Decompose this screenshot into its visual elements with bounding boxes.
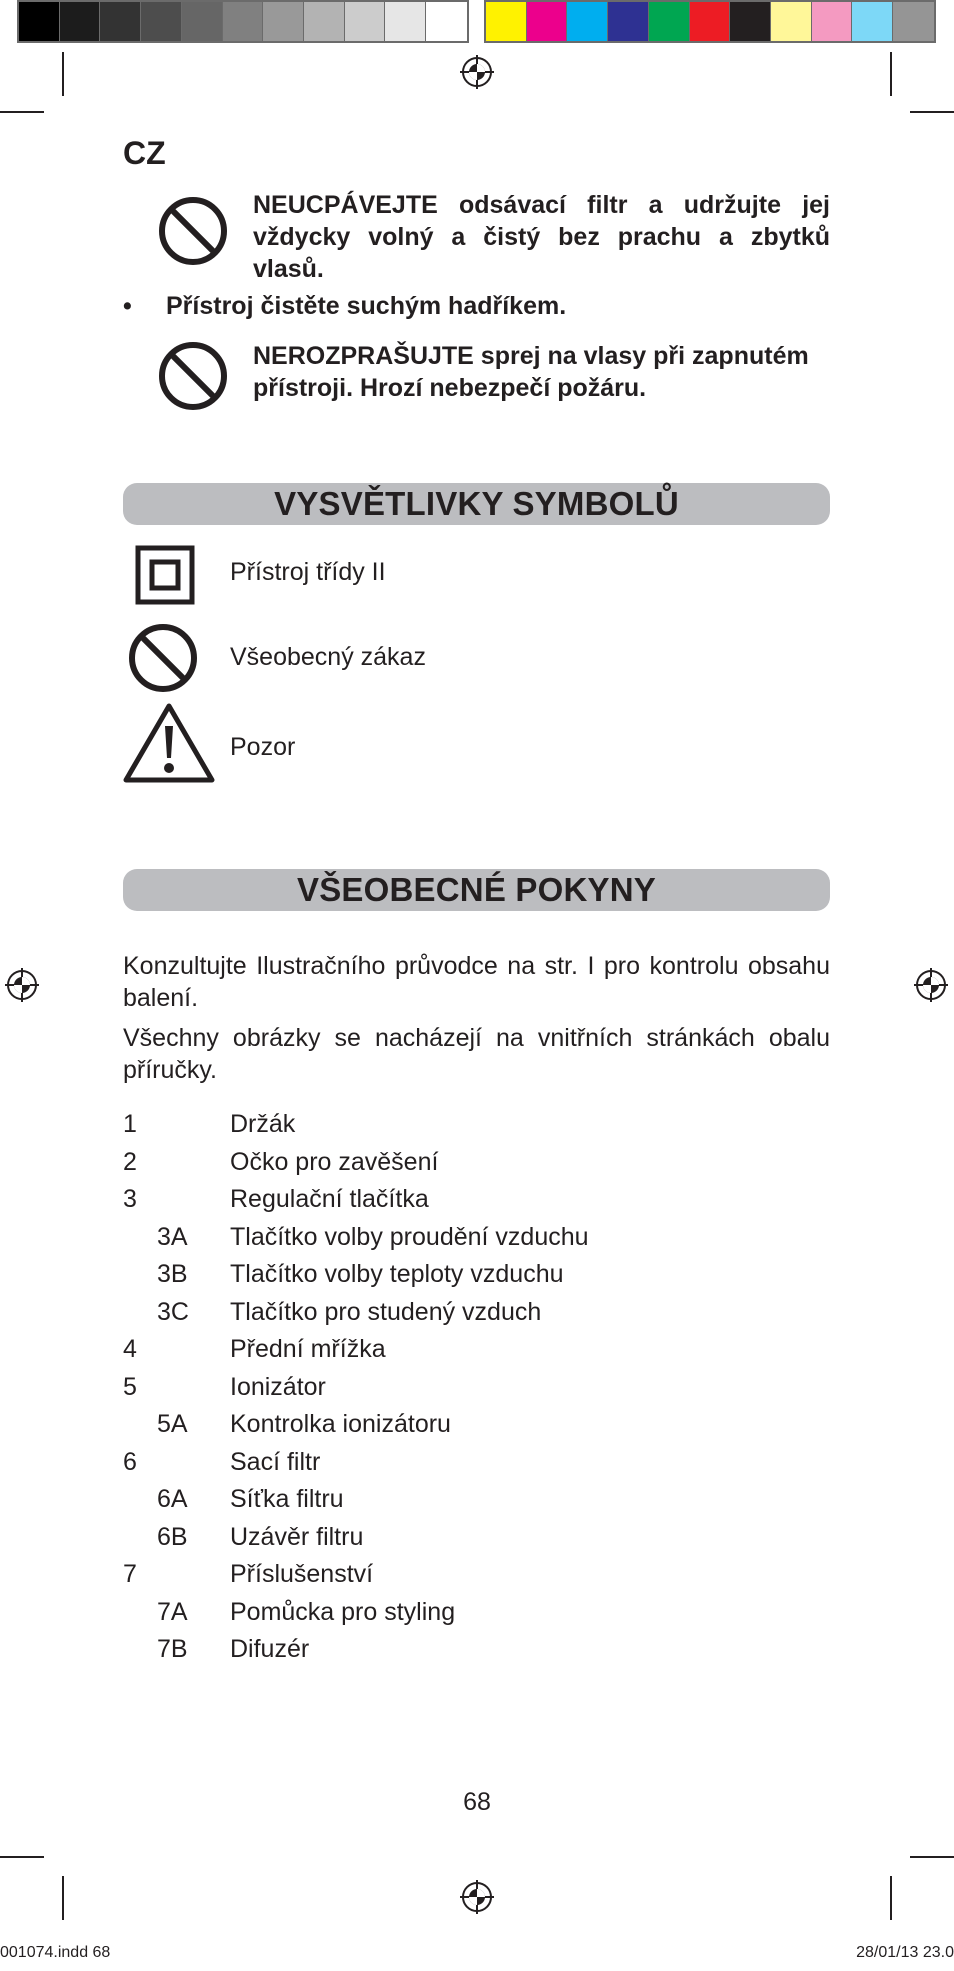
registration-mark-icon [914, 968, 948, 1002]
crop-mark [890, 52, 892, 96]
color-swatch [690, 2, 731, 41]
crop-mark [890, 1876, 892, 1920]
crop-mark [0, 1856, 44, 1858]
crop-mark [910, 1856, 954, 1858]
slug-file-info: 001074.indd 68 [0, 1944, 111, 1961]
list-item-number: 2 [123, 1147, 137, 1176]
symbols-heading: VYSVĚTLIVKY SYMBOLŮ [123, 483, 830, 525]
list-item-number: 5 [123, 1372, 137, 1401]
list-item-label: Tlačítko volby proudění vzduchu [230, 1222, 589, 1251]
registration-mark-icon [460, 55, 494, 89]
list-item-label: Difuzér [230, 1635, 310, 1663]
list-item-label: Očko pro zavěšení [230, 1147, 439, 1176]
symbol-label-warning: Pozor [230, 733, 296, 761]
bullet-item [123, 292, 566, 321]
grayscale-color-bar [17, 0, 469, 43]
gray-swatch [263, 2, 304, 41]
list-item-label: Příslušenství [230, 1560, 374, 1588]
gray-swatch [141, 2, 182, 41]
warning-triangle-icon [122, 702, 216, 784]
class-ii-icon [135, 545, 195, 605]
color-swatch [608, 2, 649, 41]
gray-swatch [223, 2, 264, 41]
list-item-number: 3A [157, 1222, 188, 1251]
crop-mark [62, 1876, 64, 1920]
list-item-number: 3 [123, 1185, 137, 1213]
list-item-label: Ionizátor [230, 1372, 326, 1401]
symbol-label-class-ii: Přístroj třídy II [230, 558, 386, 586]
list-item-label: Držák [230, 1110, 296, 1138]
registration-mark-icon [460, 1880, 494, 1914]
section-language-label: CZ [123, 135, 166, 171]
color-swatch [812, 2, 853, 41]
page-number: 68 [463, 1788, 491, 1816]
gray-swatch [60, 2, 101, 41]
gray-swatch [304, 2, 345, 41]
slug-date-info: 28/01/13 23.0 [856, 1944, 954, 1961]
list-item-label: Přední mřížka [230, 1335, 386, 1363]
bullet-text: Přístroj čistěte suchým hadříkem. [166, 292, 567, 320]
color-swatch [567, 2, 608, 41]
list-item-number: 3C [157, 1297, 189, 1326]
list-item-label: Regulační tlačítka [230, 1185, 429, 1213]
list-item-number: 7B [157, 1635, 188, 1663]
gray-swatch [385, 2, 426, 41]
list-item-label: Síťka filtru [230, 1485, 344, 1513]
gray-swatch [182, 2, 223, 41]
list-item-label: Pomůcka pro styling [230, 1597, 456, 1626]
color-swatch [852, 2, 893, 41]
crop-mark [0, 111, 44, 113]
color-swatch [730, 2, 771, 41]
list-item-number: 5A [157, 1410, 188, 1438]
general-paragraph-1: Konzultujte Ilustračního průvodce na str. I pro kontrolu obsahu balení. [123, 952, 830, 1012]
crop-mark [910, 111, 954, 113]
color-swatch [486, 2, 527, 41]
list-item-label: Tlačítko volby teploty vzduchu [230, 1260, 564, 1288]
gray-swatch [19, 2, 60, 41]
process-color-bar [484, 0, 936, 43]
color-swatch [893, 2, 934, 41]
list-item-number: 4 [123, 1335, 137, 1363]
color-swatch [649, 2, 690, 41]
list-item-label: Kontrolka ionizátoru [230, 1410, 451, 1438]
prohibition-icon [158, 341, 228, 411]
gray-swatch [345, 2, 386, 41]
bullet-dot: • [123, 292, 132, 320]
warning-spray-text: NEROZPRAŠUJTE sprej na vlasy při zapnutém přístroji. Hrozí nebezpečí požáru. [253, 342, 809, 402]
list-item-label: Tlačítko pro studený vzduch [230, 1297, 542, 1326]
list-item-number: 3B [157, 1260, 188, 1288]
prohibition-icon [158, 196, 228, 266]
warning-filter-text: NEUCPÁVEJTE odsávací filtr a udržujte jej vždycky volný a čistý bez prachu a zbytků vlasů. [253, 191, 830, 283]
list-item-number: 6B [157, 1522, 188, 1551]
general-heading: VŠEOBECNÉ POKYNY [123, 869, 830, 911]
list-item-number: 1 [123, 1110, 137, 1138]
list-item-number: 6 [123, 1447, 137, 1476]
prohibition-icon [128, 623, 198, 693]
list-item-number: 7A [157, 1597, 188, 1626]
gray-swatch [100, 2, 141, 41]
gray-swatch [426, 2, 467, 41]
list-item-number: 6A [157, 1485, 188, 1513]
list-item-label: Sací filtr [230, 1447, 321, 1476]
crop-mark [62, 52, 64, 96]
registration-mark-icon [5, 968, 39, 1002]
list-item-label: Uzávěr filtru [230, 1522, 364, 1551]
symbol-label-prohibition: Všeobecný zákaz [230, 643, 426, 671]
general-paragraph-2: Všechny obrázky se nacházejí na vnitřních stránkách obalu příručky. [123, 1024, 830, 1084]
color-swatch [527, 2, 568, 41]
color-swatch [771, 2, 812, 41]
list-item-number: 7 [123, 1560, 137, 1588]
